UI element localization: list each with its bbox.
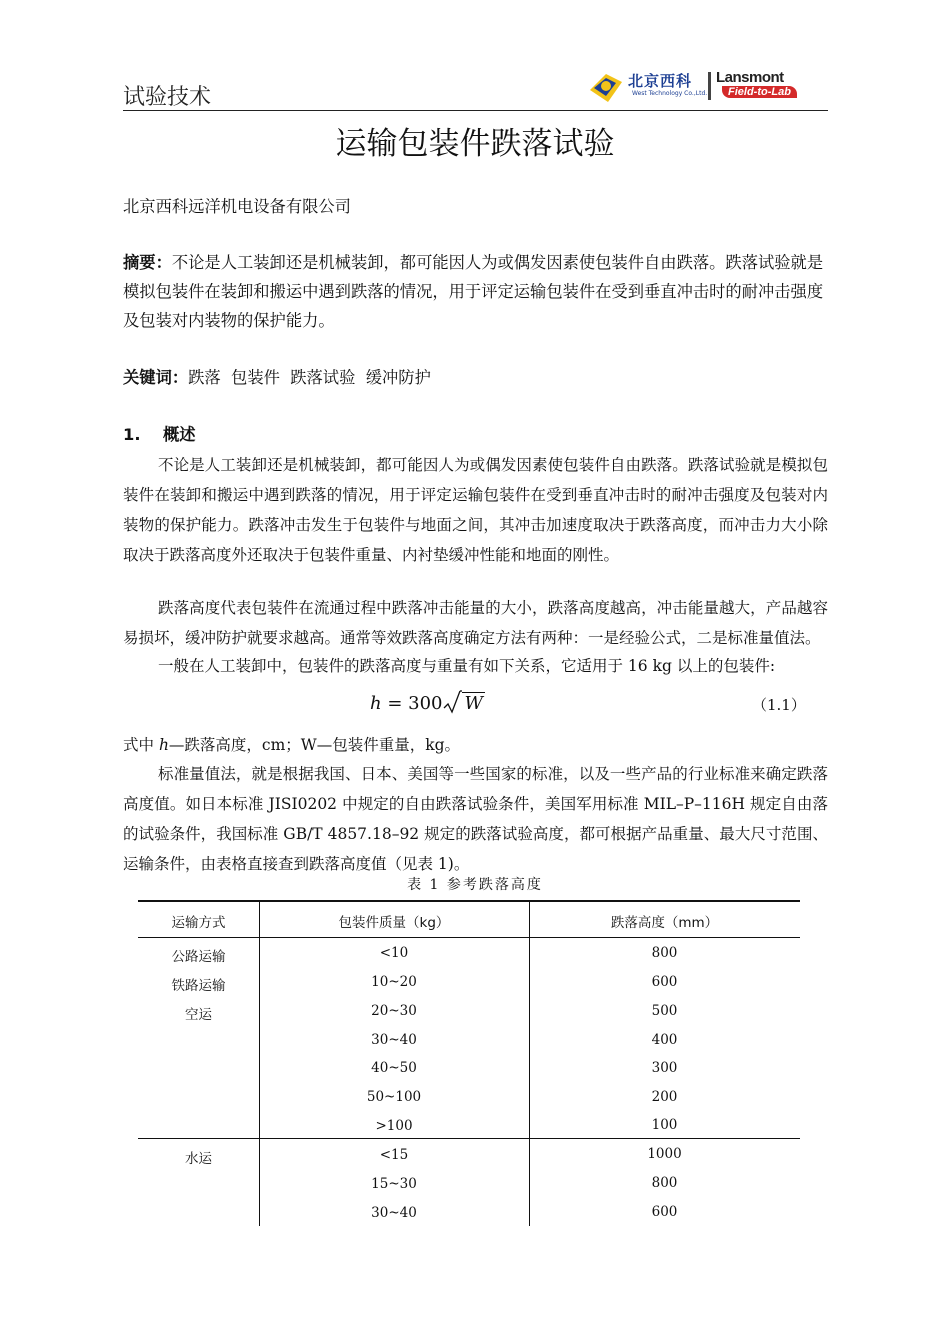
paragraph-2: 跌落高度代表包装件在流通过程中跌落冲击能量的大小，跌落高度越高，冲击能量越大，产品越容易损坏，缓冲防护就要求越高。通常等效跌落高度确定方法有两种：一是经验公式，二是标准量值法。 [123, 599, 828, 647]
table-cell-height: 400 [651, 1032, 678, 1048]
table-cell-height: 1000 [647, 1146, 682, 1162]
table-cell-mass: 30~40 [371, 1205, 417, 1221]
formula-eq: = 300 [381, 693, 443, 714]
table-cell-mass: <10 [379, 945, 409, 961]
paragraph-5: 标准量值法，就是根据我国、日本、美国等一些国家的标准，以及一些产品的行业标准来确定跌落高度值。如日本标准 JISI0202 中规定的自由跌落试验条件，美国军用标准 MIL–P–116H 规定自由落的试验条件，我国标准 GB/T 4857.18–92 规定的跌落试验高度，都可根据产品重量、最大尺寸范围、运输条件，由表格直接查到跌落高度值（见表 1)。 [123, 765, 828, 873]
section-title: 概述 [163, 425, 196, 444]
paragraph-3: 一般在人工装卸中，包装件的跌落高度与重量有如下关系，它适用于 16 kg 以上的包装件: [158, 657, 776, 675]
table-group-rule [138, 1138, 800, 1139]
company-name: 北京西科远洋机电设备有限公司 [123, 197, 351, 216]
table-cell-mass: 50~100 [366, 1089, 422, 1105]
header-rule [123, 110, 828, 111]
table-caption: 表 1 参考跌落高度 [407, 877, 543, 893]
header-section-label: 试验技术 [123, 85, 212, 110]
lansmont-logo-tag: Field-to-Lab [722, 86, 797, 98]
table-header-cell: 跌落高度（mm） [610, 915, 719, 931]
document-title: 运输包装件跌落试验 [335, 126, 615, 162]
table-cell-mass: 15~30 [371, 1176, 417, 1192]
keywords-label: 关键词： [123, 368, 189, 387]
table-cell-height: 200 [651, 1089, 678, 1105]
table-cell-mass: 40~50 [371, 1060, 417, 1076]
lansmont-logo [708, 68, 828, 104]
table-cell-mass: 30~40 [371, 1032, 417, 1048]
table-cell-height: 100 [651, 1117, 678, 1133]
westech-logo-icon [586, 68, 626, 104]
keywords-text: 跌落 包装件 跌落试验 缓冲防护 [188, 368, 431, 387]
westech-logo-sub: West Technology Co.,Ltd. [632, 90, 708, 97]
table-header-cell: 包装件质量（kg） [338, 915, 450, 931]
table-cell-mode: 水运 [185, 1151, 212, 1167]
sqrt-symbol-icon [442, 690, 462, 714]
paragraph-4-prefix: 式中 [123, 736, 159, 754]
westech-logo [586, 68, 708, 104]
section-number: 1. [123, 425, 141, 444]
table-cell-height: 800 [651, 1175, 678, 1191]
formula-rhs: W [464, 693, 483, 714]
section-heading [123, 420, 828, 450]
abstract [123, 248, 828, 335]
table-cell-mode: 铁路运输 [171, 978, 226, 994]
paragraph-4 [123, 730, 828, 760]
abstract-text: 不论是人工装卸还是机械装卸，都可能因人为或偶发因素使包装件自由跌落。跌落试验就是模拟包装件在装卸和搬运中遇到跌落的情况，用于评定运输包装件在受到垂直冲击时的耐冲击强度及包装对内装物的保护能力。 [123, 253, 824, 330]
table-header-cell: 运输方式 [171, 915, 226, 931]
lansmont-logo-bar [708, 72, 711, 100]
lansmont-logo-name: Lansmont [716, 69, 784, 86]
table-cell-height: 600 [651, 1204, 678, 1220]
table-cell-mass: <15 [379, 1147, 409, 1163]
paragraph-4-rest: —跌落高度，cm；W—包装件重量，kg。 [168, 736, 461, 754]
table-cell-mass: 10~20 [371, 974, 417, 990]
keywords [123, 363, 828, 393]
table-cell-mode: 空运 [185, 1007, 212, 1023]
paragraph-1: 不论是人工装卸还是机械装卸，都可能因人为或偶发因素使包装件自由跌落。跌落试验就是模拟包装件在装卸和搬运中遇到跌落的情况，用于评定运输包装件在受到垂直冲击时的耐冲击强度及包装对内装物的保护能力。跌落冲击发生于包装件与地面之间，其冲击加速度取决于跌落高度，而冲击力大小除取决于跌落高度外还取决于包装件重量、内衬垫缓冲性能和地面的刚性。 [123, 456, 828, 564]
table-cell-height: 800 [651, 945, 678, 961]
table-cell-height: 300 [651, 1060, 678, 1076]
table-cell-mass: >100 [375, 1118, 413, 1134]
table-cell-height: 600 [651, 974, 678, 990]
formula [370, 690, 485, 714]
table-header-rule [138, 937, 800, 938]
formula-lhs: h [370, 693, 382, 714]
table-cell-height: 500 [651, 1003, 678, 1019]
paragraph-4-var: h [158, 736, 169, 754]
table-cell-mode: 公路运输 [171, 949, 226, 965]
table-cell-mass: 20~30 [371, 1003, 417, 1019]
westech-logo-name: 北京西科 [628, 72, 693, 90]
abstract-label: 摘要： [123, 253, 172, 272]
formula-number: （1.1） [752, 696, 806, 714]
table-top-rule [138, 900, 800, 902]
